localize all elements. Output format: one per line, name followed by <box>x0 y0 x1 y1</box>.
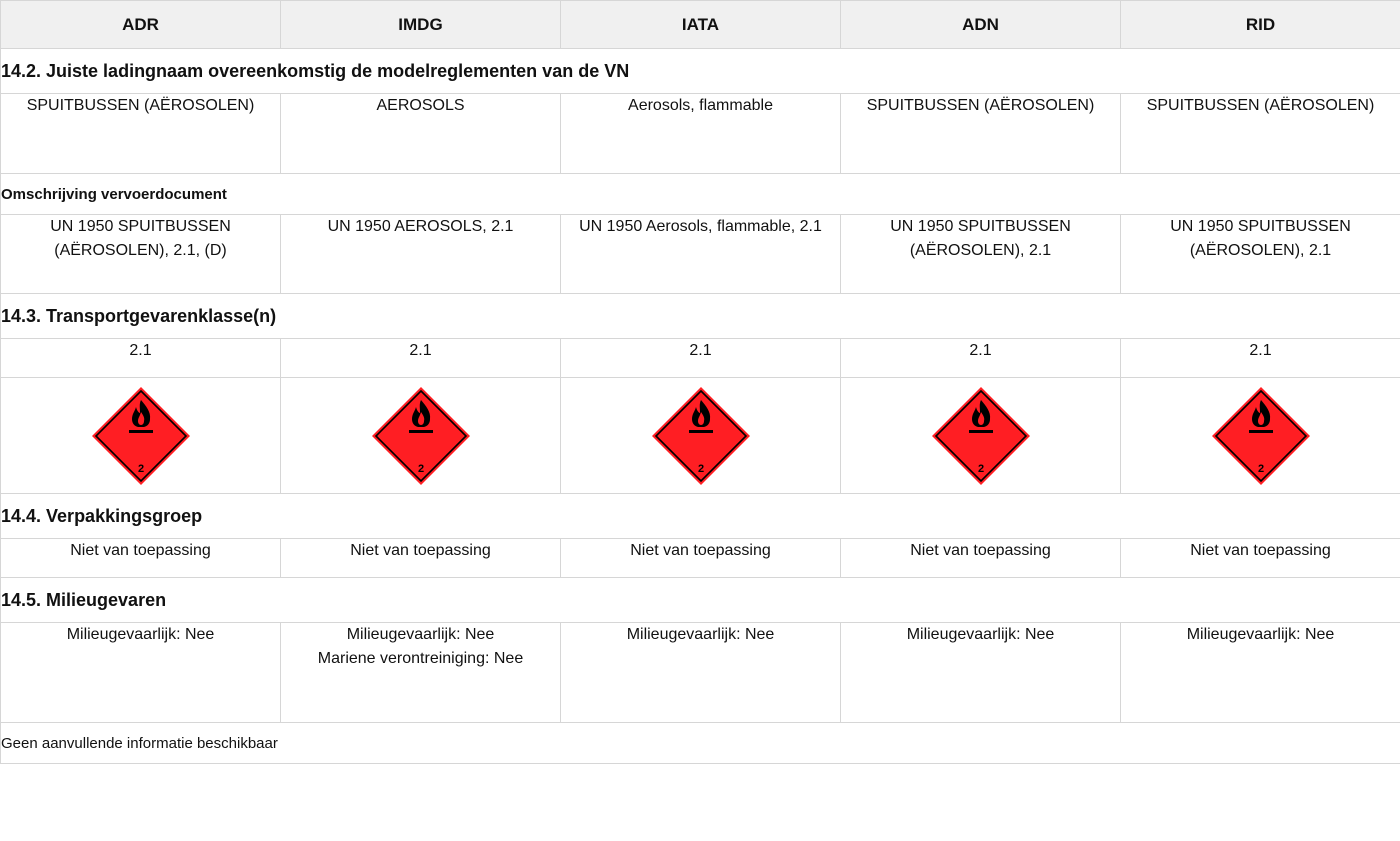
section-title-transport-document: Omschrijving vervoerdocument <box>1 174 1400 215</box>
cell-shipping-name-adr: SPUITBUSSEN (AËROSOLEN) <box>1 94 281 174</box>
column-header-adr: ADR <box>1 1 281 49</box>
cell-hazard-class-adn: 2.1 <box>841 339 1121 378</box>
flammable-gas-diamond-icon <box>651 386 751 486</box>
cell-hazard-class-iata: 2.1 <box>561 339 841 378</box>
footer-note: Geen aanvullende informatie beschikbaar <box>1 723 1400 764</box>
column-header-adn: ADN <box>841 1 1121 49</box>
cell-packing-group-adn: Niet van toepassing <box>841 539 1121 578</box>
pictogram-cell-rid <box>1121 378 1400 494</box>
hazard-class-number: 2 <box>697 462 704 475</box>
hazard-class-number: 2 <box>137 462 144 475</box>
flame-base-bar <box>409 430 433 433</box>
flammable-gas-diamond-icon <box>371 386 471 486</box>
section-title-packing-group: 14.4. Verpakkingsgroep <box>1 494 1400 539</box>
environment-line: Milieugevaarlijk: Nee <box>626 626 775 643</box>
cell-transport-doc-adn: UN 1950 SPUITBUSSEN (AËROSOLEN), 2.1 <box>841 215 1121 294</box>
header-row <box>1 1 1400 49</box>
cell-transport-doc-adr: UN 1950 SPUITBUSSEN (AËROSOLEN), 2.1, (D) <box>1 215 281 294</box>
flame-base-bar <box>969 430 993 433</box>
table-row <box>1 339 1400 378</box>
cell-shipping-name-imdg: AEROSOLS <box>281 94 561 174</box>
section-title-proper-shipping-name: 14.2. Juiste ladingnaam overeenkomstig de modelreglementen van de VN <box>1 49 1400 94</box>
flame-base-bar <box>1249 430 1273 433</box>
cell-shipping-name-iata: Aerosols, flammable <box>561 94 841 174</box>
hazard-class-number: 2 <box>417 462 424 475</box>
environment-line: Milieugevaarlijk: Nee <box>1186 626 1335 643</box>
section-row <box>1 578 1400 623</box>
cell-transport-doc-imdg: UN 1950 AEROSOLS, 2.1 <box>281 215 561 294</box>
cell-transport-doc-rid: UN 1950 SPUITBUSSEN (AËROSOLEN), 2.1 <box>1121 215 1400 294</box>
pictogram-row <box>1 378 1400 494</box>
hazard-class-number: 2 <box>977 462 984 475</box>
section-title-environmental-hazards: 14.5. Milieugevaren <box>1 578 1400 623</box>
environment-line: Milieugevaarlijk: Nee <box>346 626 495 643</box>
cell-transport-doc-iata: UN 1950 Aerosols, flammable, 2.1 <box>561 215 841 294</box>
section-row <box>1 494 1400 539</box>
section-row <box>1 49 1400 94</box>
flammable-gas-diamond-icon <box>91 386 191 486</box>
cell-packing-group-imdg: Niet van toepassing <box>281 539 561 578</box>
cell-environment-adn <box>841 623 1121 723</box>
cell-environment-imdg <box>281 623 561 723</box>
cell-environment-adr <box>1 623 281 723</box>
note-row <box>1 723 1400 764</box>
cell-hazard-class-rid: 2.1 <box>1121 339 1400 378</box>
table-row <box>1 215 1400 294</box>
flammable-gas-diamond-icon <box>1211 386 1311 486</box>
cell-hazard-class-imdg: 2.1 <box>281 339 561 378</box>
cell-packing-group-adr: Niet van toepassing <box>1 539 281 578</box>
cell-shipping-name-rid: SPUITBUSSEN (AËROSOLEN) <box>1121 94 1400 174</box>
sub-section-row <box>1 174 1400 215</box>
column-header-imdg: IMDG <box>281 1 561 49</box>
table-row <box>1 94 1400 174</box>
cell-packing-group-rid: Niet van toepassing <box>1121 539 1400 578</box>
pictogram-cell-adr <box>1 378 281 494</box>
flame-base-bar <box>129 430 153 433</box>
flame-base-bar <box>689 430 713 433</box>
table-row <box>1 623 1400 723</box>
section-row <box>1 294 1400 339</box>
pictogram-cell-imdg <box>281 378 561 494</box>
environment-line: Milieugevaarlijk: Nee <box>906 626 1055 643</box>
marine-pollutant-line: Mariene verontreiniging: Nee <box>317 650 524 667</box>
cell-environment-iata <box>561 623 841 723</box>
environment-line: Milieugevaarlijk: Nee <box>66 626 215 643</box>
cell-shipping-name-adn: SPUITBUSSEN (AËROSOLEN) <box>841 94 1121 174</box>
flammable-gas-diamond-icon <box>931 386 1031 486</box>
cell-packing-group-iata: Niet van toepassing <box>561 539 841 578</box>
column-header-iata: IATA <box>561 1 841 49</box>
column-header-rid: RID <box>1121 1 1400 49</box>
section-title-hazard-class: 14.3. Transportgevarenklasse(n) <box>1 294 1400 339</box>
hazard-class-number: 2 <box>1257 462 1264 475</box>
cell-hazard-class-adr: 2.1 <box>1 339 281 378</box>
pictogram-cell-iata <box>561 378 841 494</box>
pictogram-cell-adn <box>841 378 1121 494</box>
cell-environment-rid <box>1121 623 1400 723</box>
table-row <box>1 539 1400 578</box>
